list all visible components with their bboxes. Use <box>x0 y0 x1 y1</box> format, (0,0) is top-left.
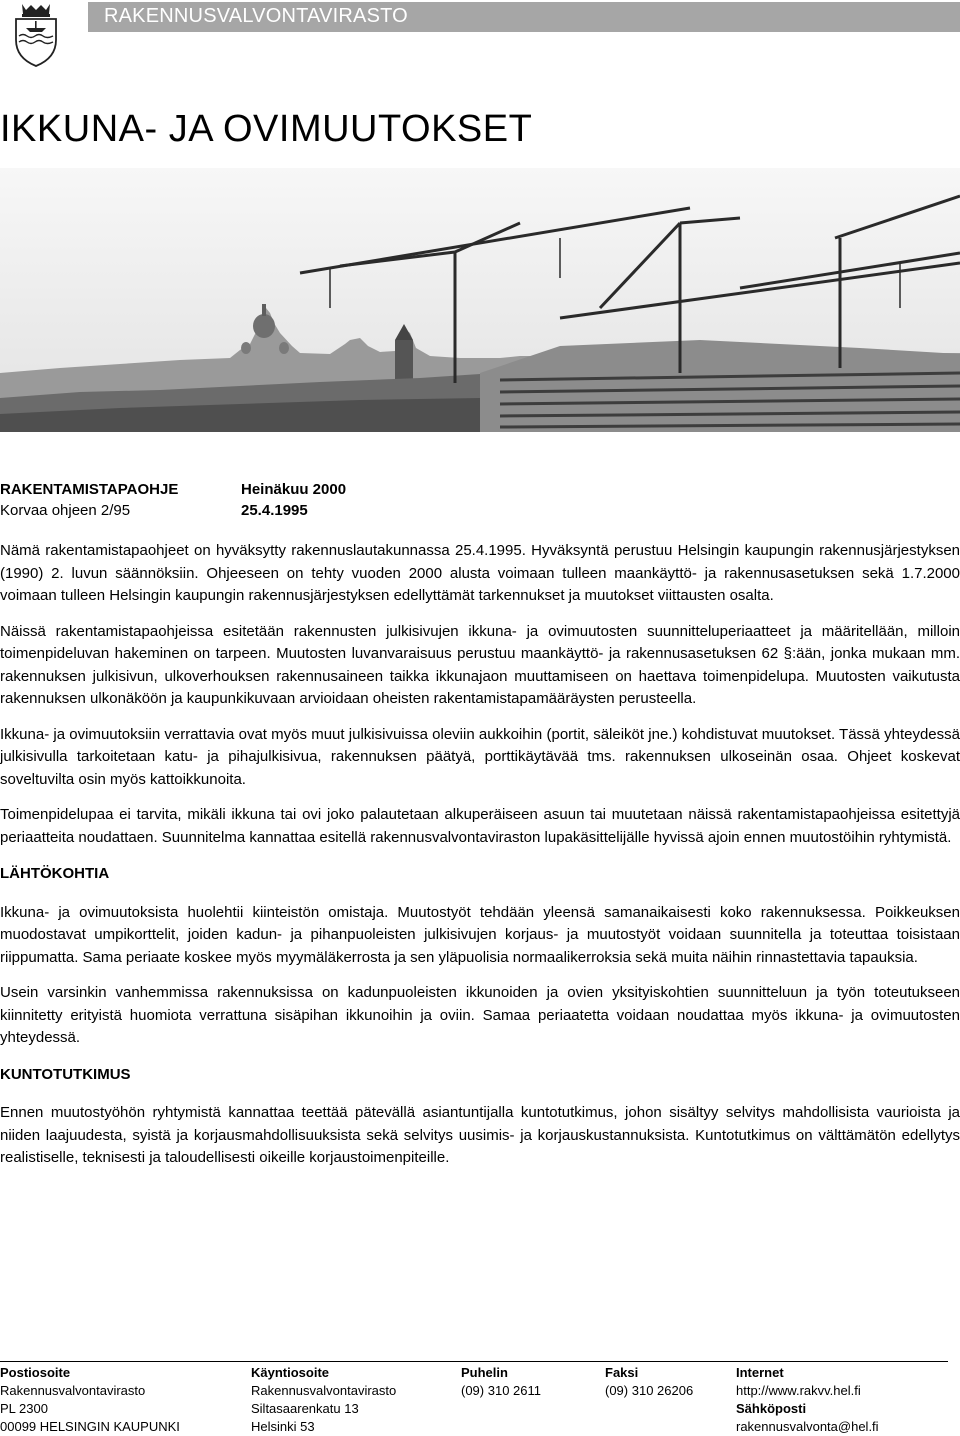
footer-divider <box>0 1361 948 1362</box>
document-title: IKKUNA- JA OVIMUUTOKSET <box>0 108 533 150</box>
document-meta <box>0 479 346 521</box>
footer-line: PL 2300 <box>0 1401 48 1416</box>
helsinki-crest-icon <box>2 0 70 68</box>
footer-internet <box>736 1364 879 1436</box>
body-paragraph: Toimenpidelupaa ei tarvita, mikäli ikkuna tai ovi joko palautetaan alkuperäiseen asuun tai muutetaan näissä rakentamistapaohjeissa esitettyjä periaatteita noudattaen. Suunnitelma kannattaa esitellä rakennusvalvontaviraston lupakäsittelijälle hyvissä ajoin ennen muutostöihin ryhtymistä. <box>0 806 960 846</box>
body-paragraph: Usein varsinkin vanhemmissa rakennuksissa on kadunpuoleisten ikkunoiden ja ovien yksityiskohtien suunnitteluun ja työn toteutukseen kiinnitetty erityistä huomiota verrattuna sisäpihan ikkunoihin ja oviin. Samaa periaatetta voidaan noudattaa myös ikkuna- ja ovimuutosten yhteydessä. <box>0 984 960 1046</box>
footer-line: Rakennusvalvontavirasto <box>0 1383 146 1398</box>
footer-line: Rakennusvalvontavirasto <box>251 1383 397 1398</box>
footer-fax <box>605 1364 693 1400</box>
footer-label: Internet <box>736 1365 784 1380</box>
city-skyline-photo <box>0 168 960 432</box>
agency-name: RAKENNUSVALVONTAVIRASTO <box>104 5 408 27</box>
footer-line: Helsinki 53 <box>251 1419 315 1434</box>
series-label: RAKENTAMISTAPAOHJE <box>0 481 179 498</box>
footer-visiting-address <box>251 1364 396 1436</box>
body-paragraph: Ennen muutostyöhön ryhtymistä kannattaa teettää pätevällä asiantuntijalla kuntotutkimus, johon sisältyy selvitys mahdollisista vaurioista ja niiden laajuudesta, syistä ja korjausmahdollisuuksista sekä selvitys uusimis- ja korjauskustannuksista. Kuntotutkimus on välttämätön edellytys realistiselle, teknisesti ja taloudellisesti oikeille korjaustoimenpiteille. <box>0 1104 960 1166</box>
footer-label: Käyntiosoite <box>251 1365 330 1380</box>
website-link[interactable]: http://www.rakvv.hel.fi <box>736 1383 861 1398</box>
footer-postal-address <box>0 1364 180 1436</box>
meta-row-series <box>0 479 346 500</box>
footer-label: Postiosoite <box>0 1365 71 1380</box>
fax-number: (09) 310 26206 <box>605 1383 694 1398</box>
section-heading: KUNTOTUTKIMUS <box>0 1065 131 1083</box>
footer-line: Siltasaarenkatu 13 <box>251 1401 359 1416</box>
series-date: Heinäkuu 2000 <box>241 481 347 498</box>
footer-label: Faksi <box>605 1365 639 1380</box>
body-paragraph: Ikkuna- ja ovimuutoksista huolehtii kiinteistön omistaja. Muutostyöt tehdään yleensä samanaikaisesti koko rakennuksessa. Poikkeuksen muodostavat umpikorttelit, joiden kadun- ja pihanpuoleisten julkisivujen korjaus- ja muutostyöt voidaan suunnitella ja toteuttaa toisistaan riippumatta. Sama periaate koskee myös myymäläkerrosta ja sen yläpuolisia normaalikerroksia sekä muita näihin rinnastettavia tapauksia. <box>0 903 960 966</box>
phone-number: (09) 310 2611 <box>461 1383 541 1398</box>
replaces-label: Korvaa ohjeen 2/95 <box>0 502 131 519</box>
footer-label: Sähköposti <box>736 1401 807 1416</box>
footer-phone <box>461 1364 541 1400</box>
document-body <box>0 540 960 1183</box>
email-link[interactable]: rakennusvalvonta@hel.fi <box>736 1419 879 1434</box>
meta-row-replaces <box>0 500 346 521</box>
section-heading: LÄHTÖKOHTIA <box>0 865 110 882</box>
footer-label: Puhelin <box>461 1365 508 1380</box>
body-paragraph: Nämä rakentamistapaohjeet on hyväksytty rakennuslautakunnassa 25.4.1995. Hyväksyntä perustuu Helsingin kaupungin rakennusjärjestyksen (1990) 2. luvun säännöksiin. Ohjeeseen on tehty vuoden 2000 alusta voimaan tulleen maankäyttö- ja rakennusasetuksen sekä 1.7.2000 voimaan tulleen Helsingin kaupungin rakennusjärjestyksen edellyttämät tarkennukset ja muutokset viittausten osalta. <box>0 542 960 604</box>
footer-line: 00099 HELSINGIN KAUPUNKI <box>0 1419 180 1434</box>
body-paragraph: Ikkuna- ja ovimuutoksiin verrattavia ovat myös muut julkisivuissa oleviin aukkoihin (portit, säleiköt jne.) kohdistuvat muutokset. Tässä yhteydessä julkisivulla tarkoitetaan katu- ja pihajulkisivua, rakennuksen päätyä, porttikäytävää tms. rakennuksen ulkoseinän osaa. Ohjeet koskevat soveltuvilta osin myös kattoikkunoita. <box>0 725 960 788</box>
body-paragraph: Näissä rakentamistapaohjeissa esitetään rakennusten julkisivujen ikkuna- ja ovimuutosten suunnitteluperiaatteet ja määritellään, milloin toimenpideluvan hakeminen on tarpeen. Muutosten luvanvaraisuus perustuu maankäyttö- ja rakennusasetuksen 62 §:ään, jonka mukaan mm. rakennuksen julkisivun, ulkoverhouksen rakennusaineen taikka ikkunajaon muuttamiseen on haettava toimenpidelupa. Muutosten vaikutusta rakennuksen ulkonäköön ja kaupunkikuvaan arvioidaan oheisten rakentamistapamääräysten perusteella. <box>0 622 960 707</box>
replaces-date: 25.4.1995 <box>241 502 308 519</box>
